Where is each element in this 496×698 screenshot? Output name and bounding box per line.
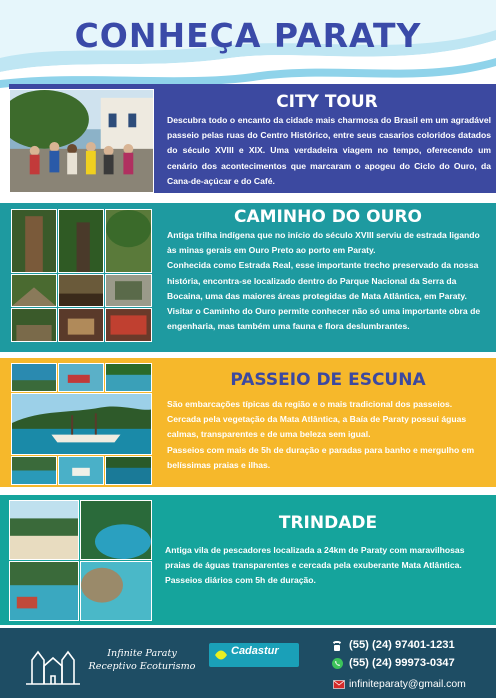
collage-photo [11, 209, 57, 273]
collage-photo [9, 500, 79, 560]
collage-photo [58, 308, 104, 342]
collage-photo [105, 363, 152, 392]
collage-photo [58, 274, 104, 307]
collage-photo [11, 308, 57, 342]
section-title: TRINDADE [278, 513, 378, 533]
paragraph: Antiga trilha indígena que no início do século XVIII serviu de estrada ligando às minas gerais em Ouro Preto ao porto em Paraty. [167, 230, 480, 256]
paragraph: Passeios com mais de 5h de duração e paradas para banho e mergulho em belíssimas praias e ilhas. [167, 444, 475, 470]
collage-photo [105, 456, 152, 485]
collage-photo [9, 561, 79, 621]
section-text: Descubra todo o encanto da cidade mais charmosa do Brasil em um agradável passeio pelas ruas do Centro Histórico, entre seus casarios coloridos datados do século XVIII e XIX. Uma verdadeira viagem no tempo, oferecendo um cenário dos acontecimentos que marcaram o apogeu do Ciclo do Ouro, da Cana-de-açúcar e do Café. [167, 115, 491, 186]
section-title: PASSEIO DE ESCUNA [230, 370, 426, 390]
whatsapp-number[interactable]: (55) (24) 99973-0347 [349, 657, 455, 669]
collage-photo [105, 308, 152, 342]
collage-photo [11, 363, 57, 392]
paragraph: Cercada pela vegetação da Mata Atlântica, a Baía de Paraty possui águas calmas, transparentes e de uma beleza sem igual. [167, 414, 467, 440]
collage-photo [58, 363, 104, 392]
collage-photo [58, 209, 104, 273]
cadastur-logo-icon [213, 647, 229, 663]
footer [0, 628, 496, 698]
section-title: CAMINHO DO OURO [234, 207, 422, 227]
collage-photo [105, 209, 152, 273]
paragraph: São embarcações típicas da região e o mais tradicional dos passeios. [167, 399, 453, 409]
city-tour-photo [9, 89, 154, 193]
paragraph: Conhecida como Estrada Real, esse importante trecho preservado da nossa história, encontra-se localizado dentro do Parque Nacional da Serra da Bocaina, uma das maiores áreas protegidas de Mata Atlântica, em Paraty. [167, 260, 479, 301]
brand-tagline: Receptivo Ecoturismo [88, 661, 196, 672]
cadastur-name: Cadastur [231, 645, 279, 657]
collage-photo [11, 274, 57, 307]
section-text [167, 228, 485, 334]
collage-photo [58, 456, 104, 485]
cadastur-logo [209, 643, 299, 667]
collage-photo [80, 561, 152, 621]
section-text [167, 397, 485, 473]
email-icon [333, 680, 345, 689]
section-title: CITY TOUR [276, 92, 378, 112]
section-text: Antiga vila de pescadores localizada a 24km de Paraty com maravilhosas praias de águas transparentes e cercada pela exuberante Mata Atlântica. Passeios diários com 5h de duração. [165, 545, 465, 586]
brand-name: Infinite Paraty [107, 648, 177, 659]
collage-photo [105, 274, 152, 307]
church-logo-icon [22, 642, 84, 686]
collage-photo [11, 456, 57, 485]
schooner-photo [11, 393, 152, 455]
whatsapp-icon [331, 657, 344, 670]
email-address[interactable]: infiniteparaty@gmail.com [349, 679, 466, 690]
paragraph: Visitar o Caminho do Ouro permite conhecer não só uma importante obra de engenharia, mas também uma fauna e flora deslumbrantes. [167, 306, 481, 332]
collage-photo [80, 500, 152, 560]
page-title: CONHEÇA PARATY [74, 16, 422, 55]
phone-icon [331, 640, 343, 652]
phone-number[interactable]: (55) (24) 97401-1231 [349, 639, 455, 651]
